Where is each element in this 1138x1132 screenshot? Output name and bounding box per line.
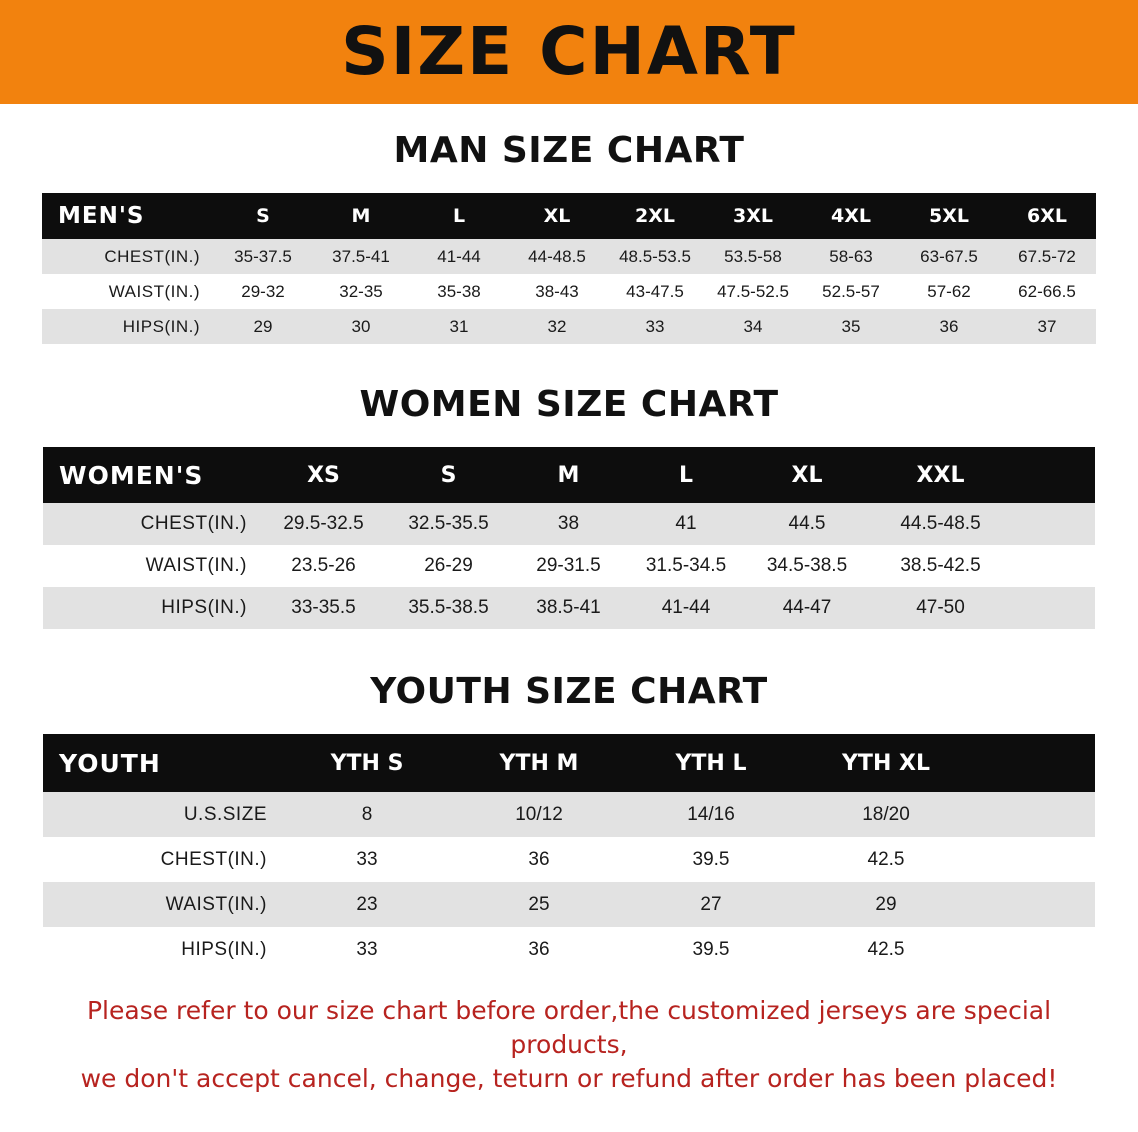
table-row [42,274,1096,309]
table-cell: 44.5-48.5 [900,513,981,534]
column-header: YTH L [675,750,747,776]
man-section-title: MAN SIZE CHART [393,130,745,171]
column-header: L [452,205,466,227]
row-label: CHEST(IN.) [160,848,267,870]
column-header: L [678,462,694,488]
footer-note [49,994,1089,1095]
women-size-table [43,447,1095,629]
column-header: S [440,462,457,488]
table-row [43,503,1095,545]
table-cell: 41 [675,513,697,534]
table-cell: 30 [351,316,371,336]
column-header: YTH M [499,750,579,776]
table-cell: 23.5-26 [291,555,356,576]
table-cell: 33 [356,938,378,960]
column-header: M [557,462,580,488]
table-cell: 62-66.5 [1018,281,1076,301]
table-cell-spacer [975,882,1095,927]
youth-size-table [43,734,1095,972]
table-row [43,587,1095,629]
table-cell: 35-37.5 [234,246,292,266]
youth-section-title: YOUTH SIZE CHART [370,671,768,712]
table-cell: 32 [547,316,567,336]
table-cell: 29-31.5 [536,555,601,576]
table-cell: 32-35 [339,281,383,301]
column-header: XS [307,462,340,488]
table-cell: 44-47 [782,597,832,618]
table-cell: 35-38 [437,281,481,301]
table-cell: 36 [939,316,959,336]
table-cell: 39.5 [692,848,730,870]
row-label: HIPS(IN.) [161,597,247,618]
table-row [42,309,1096,344]
table-cell: 41-44 [437,246,481,266]
table-cell: 33-35.5 [291,597,356,618]
table-cell: 32.5-35.5 [408,513,489,534]
table-cell-spacer [1013,587,1095,629]
table-cell: 67.5-72 [1018,246,1076,266]
column-header: M [351,205,371,227]
table-cell: 27 [700,893,722,915]
row-label: U.S.SIZE [183,803,267,825]
table-cell: 44-48.5 [528,246,586,266]
column-header: YTH XL [842,750,930,776]
table-cell: 38-43 [535,281,579,301]
table-cell: 18/20 [862,803,910,825]
table-row [43,882,1095,927]
column-header: 3XL [733,205,773,227]
table-header-row [43,447,1095,503]
column-header: YTH S [330,750,404,776]
table-cell: 37 [1037,316,1057,336]
column-header: 2XL [635,205,675,227]
table-header-row [43,734,1095,792]
table-cell: 34 [743,316,763,336]
table-cell: 47.5-52.5 [717,281,789,301]
table-cell: 14/16 [687,803,735,825]
table-cell-spacer [975,837,1095,882]
column-header: WOMEN'S [59,460,204,490]
table-cell-spacer [1013,503,1095,545]
table-cell: 10/12 [515,803,563,825]
table-row [43,927,1095,972]
table-cell: 36 [528,848,550,870]
table-cell: 42.5 [867,938,905,960]
table-cell: 33 [645,316,665,336]
man-size-table [42,193,1096,344]
row-label: WAIST(IN.) [108,281,200,301]
table-cell: 36 [528,938,550,960]
table-header-row [42,193,1096,239]
table-row [43,545,1095,587]
table-row [42,239,1096,274]
table-cell: 33 [356,848,378,870]
table-cell: 42.5 [867,848,905,870]
page-banner [0,0,1138,104]
table-cell: 58-63 [829,246,873,266]
table-cell: 35.5-38.5 [408,597,489,618]
table-cell: 26-29 [424,555,473,576]
page-title: SIZE CHART [341,13,797,90]
table-cell-spacer [975,927,1095,972]
table-cell: 29.5-32.5 [283,513,364,534]
table-cell: 57-62 [927,281,971,301]
table-cell: 29 [253,316,273,336]
column-header: XL [543,205,571,227]
table-cell: 35 [841,316,861,336]
column-header: 6XL [1027,205,1067,227]
table-row [43,792,1095,837]
row-label: WAIST(IN.) [145,555,247,576]
table-cell: 41-44 [661,597,711,618]
table-cell: 39.5 [692,938,730,960]
table-cell: 34.5-38.5 [766,555,848,576]
women-section-title: WOMEN SIZE CHART [359,384,779,425]
table-cell: 48.5-53.5 [619,246,691,266]
row-label: WAIST(IN.) [165,893,267,915]
table-cell: 23 [356,893,378,915]
column-header: XXL [916,462,965,488]
column-header: 4XL [831,205,871,227]
table-cell: 37.5-41 [332,246,390,266]
row-label: CHEST(IN.) [104,246,200,266]
column-header: XL [791,462,823,488]
footer-note-line-2: we don't accept cancel, change, teturn or refund after order has been placed! [80,1063,1058,1093]
column-header-spacer [1013,447,1095,503]
table-cell: 38 [557,513,580,534]
table-cell: 43-47.5 [626,281,684,301]
table-cell: 47-50 [916,597,965,618]
column-header: YOUTH [59,748,161,778]
table-cell-spacer [1013,545,1095,587]
table-cell: 31.5-34.5 [645,555,727,576]
column-header-spacer [975,734,1095,792]
table-cell: 38.5-42.5 [900,555,981,576]
column-header: 5XL [929,205,969,227]
table-cell: 8 [361,803,373,825]
table-cell: 52.5-57 [822,281,880,301]
column-header: S [256,205,270,227]
row-label: CHEST(IN.) [140,513,247,534]
table-cell: 53.5-58 [724,246,782,266]
footer-note-line-1: Please refer to our size chart before order,the customized jerseys are special products, [86,996,1052,1059]
table-cell: 44.5 [788,513,826,534]
table-cell: 63-67.5 [920,246,978,266]
table-cell: 29 [875,893,897,915]
row-label: HIPS(IN.) [181,938,267,960]
table-cell: 31 [449,316,469,336]
table-cell: 38.5-41 [536,597,601,618]
column-header: MEN'S [58,203,145,229]
row-label: HIPS(IN.) [122,316,200,336]
table-cell-spacer [975,792,1095,837]
table-cell: 29-32 [241,281,285,301]
table-cell: 25 [528,893,550,915]
table-row [43,837,1095,882]
